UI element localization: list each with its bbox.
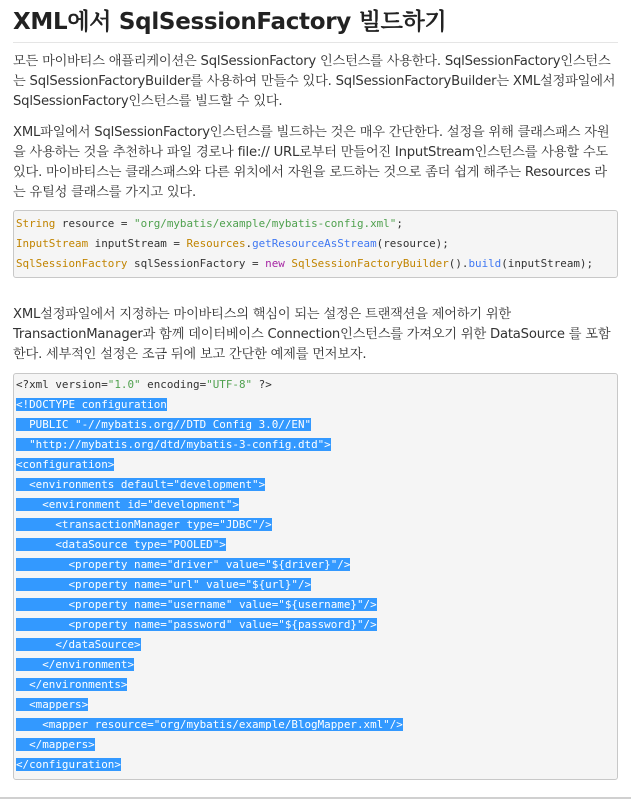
code-line-selected [16,695,617,715]
page-title: XML에서 SqlSessionFactory 빌드하기 [13,9,447,35]
selected-text: <!DOCTYPE configuration [16,398,167,411]
code-line-selected [16,755,617,775]
code-line-selected [16,415,617,435]
code-line-selected [16,555,617,575]
code-line-selected [16,655,617,675]
selected-text: </mappers> [16,738,95,751]
selected-text: <mappers> [16,698,89,711]
code-line: String resource = "org/mybatis/example/mybatis-config.xml"; [16,217,403,230]
selected-text: <property name="password" value="${password}"/> [16,618,377,631]
selected-text: <property name="username" value="${username}"/> [16,598,377,611]
title-divider [13,42,618,43]
code-line: SqlSessionFactory sqlSessionFactory = new SqlSessionFactoryBuilder().build(inputStream); [16,257,594,270]
code-line-selected [16,495,617,515]
selected-text: </environments> [16,678,128,691]
selected-text: </environment> [16,658,135,671]
code-line-selected [16,395,617,415]
selected-text: <transactionManager type="JDBC"/> [16,518,272,531]
selected-text: <environment id="development"> [16,498,239,511]
intro-paragraph: 모든 마이바티스 애플리케이션은 SqlSessionFactory 인스턴스를 사용한다. SqlSessionFactory인스턴스는 SqlSessionFactoryBuilder를 사용하여 만들수 있다. SqlSessionFactoryBuilder는 XML설정파일에서 SqlSessionFactory인스턴스를 빌드할 수 있다. [13,54,616,109]
selected-text: <configuration> [16,458,115,471]
code-line-selected [16,475,617,495]
resources-paragraph: XML파일에서 SqlSessionFactory인스턴스를 빌드하는 것은 매우 간단한다. 설정을 위해 클래스패스 자원을 사용하는 것을 추천하나 파일 경로나 file:// URL로부터 만들어진 InputStream인스턴스를 사용할 수도 있다. 마이바티스는 클래스패스와 다른 위치에서 자원을 로드하는 것으로 좀더 쉽게 해주는 Resources 라는 유틸성 클래스를 가지고 있다. [13,125,610,200]
java-code-block[interactable] [13,210,618,278]
selected-text: <property name="url" value="${url}"/> [16,578,312,591]
code-line-selected [16,595,617,615]
code-line-selected [16,515,617,535]
code-line-selected [16,675,617,695]
code-line: <?xml version="1.0" encoding="UTF-8" ?> [16,378,272,391]
selected-text: <environments default="development"> [16,478,266,491]
config-paragraph: XML설정파일에서 지정하는 마이바티스의 핵심이 되는 설정은 트랜잭션을 제어하기 위한 TransactionManager과 함께 데이터베이스 Connection인스턴스를 가져오기 위한 DataSource 를 포함한다. 세부적인 설정은 조금 뒤에 보고 간단한 예제를 먼저보자. [13,307,611,362]
code-line-selected [16,715,617,735]
selected-text: <mapper resource="org/mybatis/example/BlogMapper.xml"/> [16,718,403,731]
code-line-selected [16,735,617,755]
selected-text: PUBLIC "-//mybatis.org//DTD Config 3.0//EN" [16,418,312,431]
selected-text: </configuration> [16,758,121,771]
code-line-selected [16,435,617,455]
code-line-selected [16,635,617,655]
code-line-selected [16,615,617,635]
selected-text: <dataSource type="POOLED"> [16,538,226,551]
code-line-selected [16,535,617,555]
selected-text: </dataSource> [16,638,141,651]
selected-text: <property name="driver" value="${driver}"/> [16,558,351,571]
code-line-selected [16,455,617,475]
code-line: InputStream inputStream = Resources.getResourceAsStream(resource); [16,237,449,250]
code-line-selected [16,575,617,595]
selected-text: "http://mybatis.org/dtd/mybatis-3-config.dtd"> [16,438,331,451]
xml-code-block[interactable] [13,373,618,780]
